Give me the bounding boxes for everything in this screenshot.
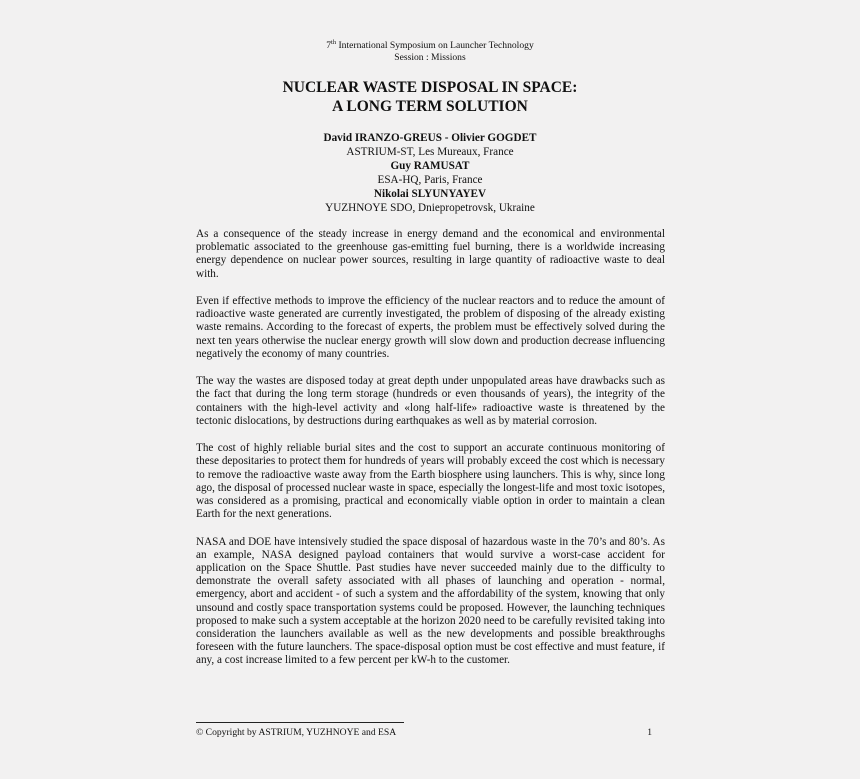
author-name: Guy RAMUSAT xyxy=(390,159,470,172)
conference-ordinal-suffix: th xyxy=(331,39,337,46)
title-line-1: NUCLEAR WASTE DISPOSAL IN SPACE: xyxy=(282,79,578,96)
session-line: Session : Missions xyxy=(394,52,466,63)
conference-header xyxy=(0,40,860,64)
conference-line xyxy=(0,40,860,52)
title-line-2: A LONG TERM SOLUTION xyxy=(332,98,528,115)
copyright-notice: © Copyright by ASTRIUM, YUZHNOYE and ESA xyxy=(196,727,397,738)
author-affiliation: ESA-HQ, Paris, France xyxy=(377,173,483,186)
author-affiliation: ASTRIUM-ST, Les Mureaux, France xyxy=(346,145,514,158)
conference-ordinal: 7 xyxy=(326,40,332,51)
author-affiliation: YUZHNOYE SDO, Dniepropetrovsk, Ukraine xyxy=(325,201,535,214)
author-name: Nikolai SLYUNYAYEV xyxy=(373,187,487,200)
paragraph: The cost of highly reliable burial sites and the cost to support an accurate continuous monitoring of these depositaries to protect them for hundreds of years will probably exceed the cost which is necessary to remove the radioactive waste away from the Earth biosphere using launchers. This is why, since long ago, the disposal of processed nuclear waste in space, especially the longest-life and most toxic isotopes, was considered as a promising, practical and economically viable option in order to maintain a clean Earth for the next generations. xyxy=(196,442,665,521)
paper-title xyxy=(0,78,860,116)
paragraph: As a consequence of the steady increase in energy demand and the economical and environmental problematic associated to the greenhouse gas-emitting fuel burning, there is a worldwide increasing energy dependence on nuclear power sources, resulting in large quantity of radioactive waste to deal with. xyxy=(196,228,665,280)
author-block xyxy=(0,132,860,215)
paragraph: Even if effective methods to improve the efficiency of the nuclear reactors and to reduce the amount of radioactive waste generated are currently investigated, the problem of disposing of the already existing waste remains. According to the forecast of experts, the problem must be effectively solved during the next ten years otherwise the nuclear energy growth will slow down and production decrease influencing negatively the economy of many countries. xyxy=(196,295,665,360)
author-name: David IRANZO-GREUS - Olivier GOGDET xyxy=(323,132,537,144)
paragraph: The way the wastes are disposed today at great depth under unpopulated areas have drawbacks such as the fact that during the long term storage (hundreds or even thousands of years), the integrity of the containers with the high-level activity and «long half-life» radioactive waste is threatened by the tectonic dislocations, by destructions during earthquakes as well as by material corrosion. xyxy=(196,375,665,427)
footnote-divider xyxy=(196,722,404,723)
page-footer xyxy=(196,727,652,739)
page-number: 1 xyxy=(647,727,652,738)
abstract-body xyxy=(196,228,665,682)
conference-name: International Symposium on Launcher Technology xyxy=(336,40,534,51)
paragraph: NASA and DOE have intensively studied the space disposal of hazardous waste in the 70’s and 80’s. As an example, NASA designed payload containers that would survive a worst-case accident for application on the Space Shuttle. Past studies have never succeeded mainly due to the difficulty to demonstrate the overall safety associated with all phases of launching and operation - normal, emergency, abort and accident - of such a system and the affordability of the system, knowing that only unsound and costly space transportation systems could be proposed. However, the launching techniques proposed to make such a system acceptable at the horizon 2020 need to be carefully revisited taking into consideration the launchers available as well as the new developments and possible breakthroughs foreseen with the future launchers. The space-disposal option must be cost effective and must feature, if any, a cost increase limited to a few percent per kW-h to the customer. xyxy=(196,535,665,667)
